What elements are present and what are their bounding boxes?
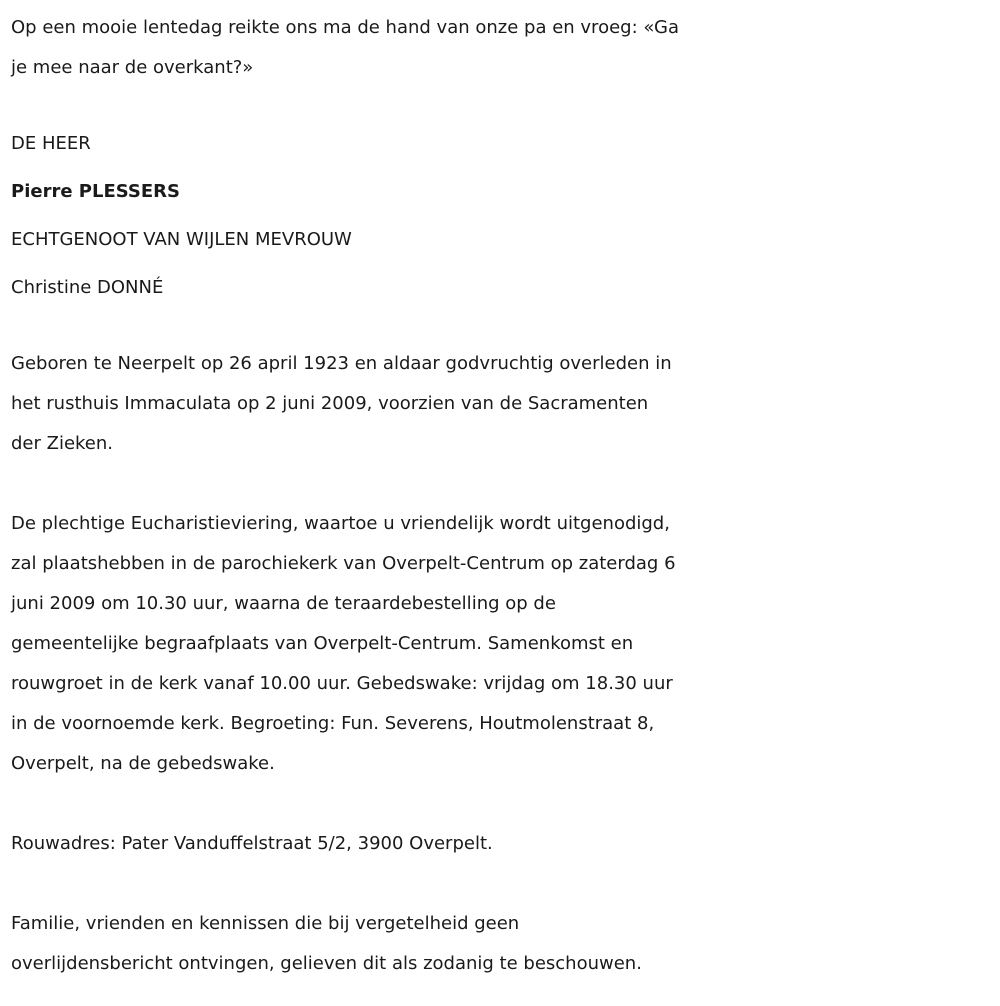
paragraph-line: juni 2009 om 10.30 uur, waarna de teraardebestelling op de: [11, 593, 556, 614]
intro-line: Op een mooie lentedag reikte ons ma de hand van onze pa en vroeg: «Ga: [11, 17, 680, 38]
address-paragraph: [11, 824, 996, 864]
obituary-text: [11, 8, 996, 984]
intro-paragraph: [11, 8, 996, 88]
deceased-heading: [11, 120, 996, 312]
paragraph-line: gemeentelijke begraafplaats van Overpelt-Centrum. Samenkomst en: [11, 633, 634, 654]
ceremony-paragraph: [11, 504, 996, 784]
mourning-address: Rouwadres: Pater Vanduffelstraat 5/2, 3900 Overpelt.: [11, 833, 493, 854]
title-prefix: DE HEER: [11, 133, 91, 154]
paragraph-line: rouwgroet in de kerk vanaf 10.00 uur. Gebedswake: vrijdag om 18.30 uur: [11, 673, 673, 694]
paragraph-line: der Zieken.: [11, 433, 114, 454]
paragraph-line: De plechtige Eucharistieviering, waartoe u vriendelijk wordt uitgenodigd,: [11, 513, 670, 534]
closing-paragraph: [11, 904, 996, 984]
paragraph-line: het rusthuis Immaculata op 2 juni 2009, voorzien van de Sacramenten: [11, 393, 649, 414]
paragraph-line: Geboren te Neerpelt op 26 april 1923 en aldaar godvruchtig overleden in: [11, 353, 672, 374]
paragraph-line: Overpelt, na de gebedswake.: [11, 753, 275, 774]
intro-line: je mee naar de overkant?»: [11, 57, 254, 78]
paragraph-line: zal plaatshebben in de parochiekerk van Overpelt-Centrum op zaterdag 6: [11, 553, 676, 574]
paragraph-line: Familie, vrienden en kennissen die bij vergetelheid geen: [11, 913, 520, 934]
birth-death-paragraph: [11, 344, 996, 464]
paragraph-line: in de voornoemde kerk. Begroeting: Fun. Severens, Houtmolenstraat 8,: [11, 713, 655, 734]
deceased-name: Pierre PLESSERS: [11, 181, 180, 202]
spouse-name: Christine DONNÉ: [11, 277, 164, 298]
relation-line: ECHTGENOOT VAN WIJLEN MEVROUW: [11, 229, 352, 250]
paragraph-line: overlijdensbericht ontvingen, gelieven dit als zodanig te beschouwen.: [11, 953, 642, 974]
